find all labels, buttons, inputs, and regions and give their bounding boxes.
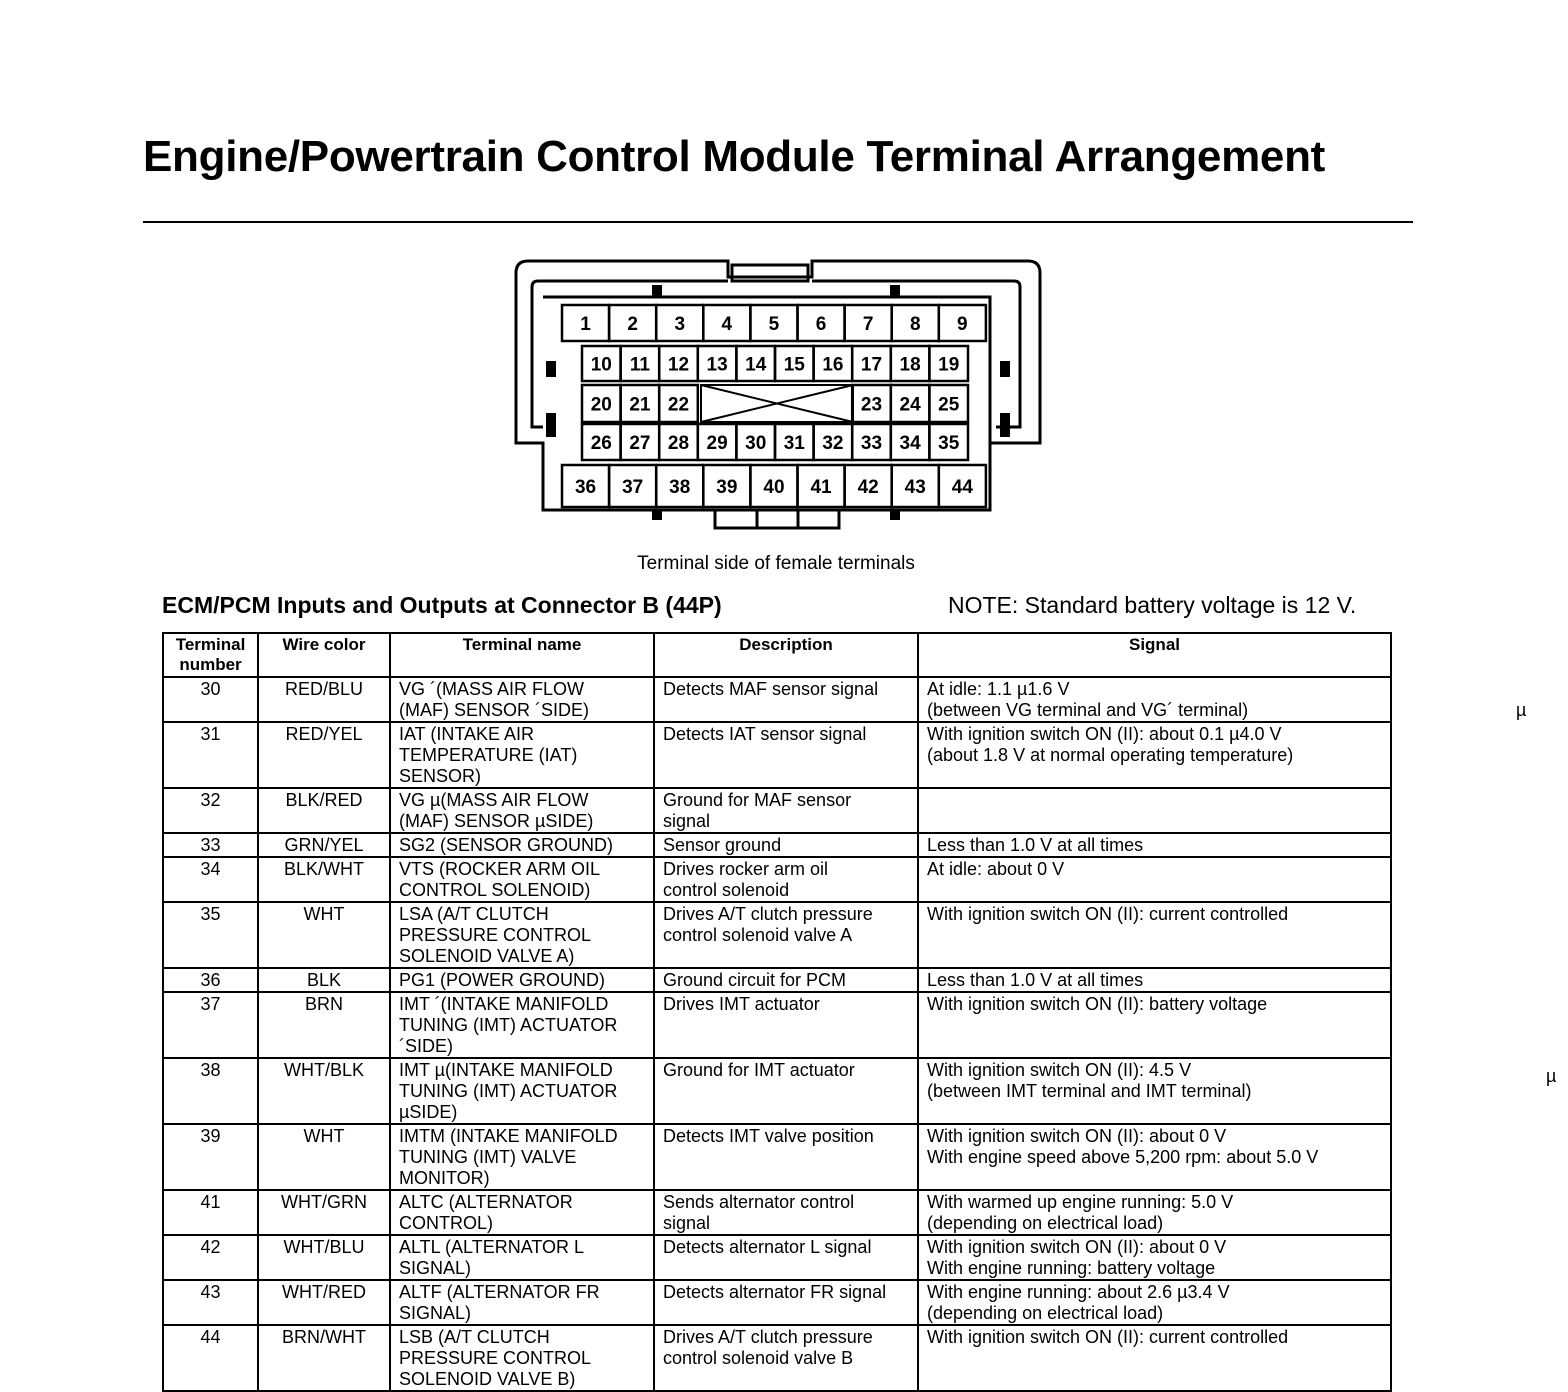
terminal-name-cell: VG ´(MASS AIR FLOW (MAF) SENSOR ´SIDE) (390, 677, 654, 722)
terminal-name-cell: IAT (INTAKE AIR TEMPERATURE (IAT) SENSOR) (390, 722, 654, 788)
header-description: Description (654, 633, 918, 677)
terminal-name-cell: IMT ´(INTAKE MANIFOLD TUNING (IMT) ACTUATOR ´SIDE) (390, 992, 654, 1058)
description-cell: Drives rocker arm oil control solenoid (654, 857, 918, 902)
signal-cell: With ignition switch ON (II): about 0 V With engine speed above 5,200 rpm: about 5.0 V (918, 1124, 1391, 1190)
description-cell: Ground for IMT actuator (654, 1058, 918, 1124)
terminal-label: 20 (590, 394, 612, 416)
terminal-label: 33 (860, 433, 883, 454)
description-cell: Ground for MAF sensor signal (654, 788, 918, 833)
terminal-number-cell: 38 (163, 1058, 258, 1124)
wire-color-cell: RED/YEL (258, 722, 390, 788)
terminal-label: 3 (674, 314, 686, 335)
terminal-name-cell: LSB (A/T CLUTCH PRESSURE CONTROL SOLENOID VALVE B) (390, 1325, 654, 1391)
signal-cell (918, 788, 1391, 833)
terminal-label: 7 (862, 314, 874, 335)
description-cell: Detects IAT sensor signal (654, 722, 918, 788)
signal-cell: At idle: about 0 V (918, 857, 1391, 902)
terminal-label: 28 (667, 433, 690, 454)
terminal-label: 6 (815, 314, 827, 335)
terminal-label: 16 (822, 354, 844, 376)
table-row (163, 992, 1391, 1058)
terminal-label: 27 (629, 433, 651, 454)
table-title: ECM/PCM Inputs and Outputs at Connector B (44P) (162, 592, 722, 618)
table-row (163, 968, 1391, 992)
signal-cell: With ignition switch ON (II): about 0.1 µ4.0 V (about 1.8 V at normal operating temperature) (918, 722, 1391, 788)
description-cell: Sensor ground (654, 833, 918, 857)
description-cell: Detects alternator L signal (654, 1235, 918, 1280)
table-row (163, 722, 1391, 788)
io-table (162, 632, 1392, 1392)
stray-mark: µ (1546, 1066, 1557, 1086)
terminal-number-cell: 39 (163, 1124, 258, 1190)
terminal-label: 18 (899, 354, 921, 376)
terminal-label: 24 (899, 394, 921, 416)
terminal-label: 40 (763, 477, 785, 498)
signal-cell: With ignition switch ON (II): 4.5 V (between IMT terminal and IMT terminal) (918, 1058, 1391, 1124)
table-row (163, 1124, 1391, 1190)
terminal-label: 32 (822, 433, 844, 454)
terminal-name-cell: ALTF (ALTERNATOR FR SIGNAL) (390, 1280, 654, 1325)
connector-caption: Terminal side of female terminals (637, 553, 915, 574)
wire-color-cell: WHT/BLK (258, 1058, 390, 1124)
terminal-label: 17 (860, 354, 883, 376)
connector-diagram (510, 255, 1050, 540)
wire-color-cell: WHT/GRN (258, 1190, 390, 1235)
terminal-label: 25 (938, 394, 960, 416)
description-cell: Drives A/T clutch pressure control solenoid valve A (654, 902, 918, 968)
terminal-name-cell: SG2 (SENSOR GROUND) (390, 833, 654, 857)
description-cell: Sends alternator control signal (654, 1190, 918, 1235)
terminal-number-cell: 34 (163, 857, 258, 902)
signal-cell: With ignition switch ON (II): about 0 V With engine running: battery voltage (918, 1235, 1391, 1280)
description-cell: Detects alternator FR signal (654, 1280, 918, 1325)
terminal-label: 8 (909, 314, 921, 335)
terminal-label: 43 (904, 477, 926, 498)
signal-cell: With ignition switch ON (II): current controlled (918, 902, 1391, 968)
table-row (163, 677, 1391, 722)
wire-color-cell: WHT (258, 902, 390, 968)
header-terminal-name: Terminal name (390, 633, 654, 677)
blank-cavity (701, 385, 853, 422)
terminal-label: 41 (810, 477, 832, 498)
terminal-name-cell: VG µ(MASS AIR FLOW (MAF) SENSOR µSIDE) (390, 788, 654, 833)
terminal-number-cell: 35 (163, 902, 258, 968)
terminal-number-cell: 37 (163, 992, 258, 1058)
terminal-name-cell: ALTC (ALTERNATOR CONTROL) (390, 1190, 654, 1235)
terminal-number-cell: 44 (163, 1325, 258, 1391)
terminal-name-cell: PG1 (POWER GROUND) (390, 968, 654, 992)
signal-cell: With warmed up engine running: 5.0 V (depending on electrical load) (918, 1190, 1391, 1235)
table-row (163, 1280, 1391, 1325)
description-cell: Detects IMT valve position (654, 1124, 918, 1190)
terminal-number-cell: 33 (163, 833, 258, 857)
terminal-pins (562, 305, 986, 507)
wire-color-cell: WHT/BLU (258, 1235, 390, 1280)
terminal-label: 11 (629, 354, 650, 376)
table-row (163, 833, 1391, 857)
terminal-label: 39 (716, 477, 738, 498)
wire-color-cell: BLK (258, 968, 390, 992)
table-row (163, 1325, 1391, 1391)
terminal-name-cell: ALTL (ALTERNATOR L SIGNAL) (390, 1235, 654, 1280)
terminal-label: 2 (627, 314, 638, 335)
signal-cell: Less than 1.0 V at all times (918, 833, 1391, 857)
signal-cell: Less than 1.0 V at all times (918, 968, 1391, 992)
table-row (163, 1190, 1391, 1235)
signal-cell: With ignition switch ON (II): battery voltage (918, 992, 1391, 1058)
terminal-number-cell: 30 (163, 677, 258, 722)
wire-color-cell: WHT/RED (258, 1280, 390, 1325)
header-signal: Signal (918, 633, 1391, 677)
terminal-label: 14 (745, 354, 767, 376)
terminal-label: 23 (860, 394, 883, 416)
terminal-label: 1 (580, 314, 591, 335)
table-row (163, 1058, 1391, 1124)
signal-cell: With ignition switch ON (II): current controlled (918, 1325, 1391, 1391)
terminal-label: 22 (667, 394, 690, 416)
terminal-label: 35 (938, 433, 960, 454)
terminal-number-cell: 32 (163, 788, 258, 833)
signal-cell: With engine running: about 2.6 µ3.4 V (depending on electrical load) (918, 1280, 1391, 1325)
signal-cell: At idle: 1.1 µ1.6 V (between VG terminal and VG´ terminal) (918, 677, 1391, 722)
wire-color-cell: WHT (258, 1124, 390, 1190)
table-header-row (163, 633, 1391, 677)
terminal-label: 36 (574, 477, 597, 498)
wire-color-cell: GRN/YEL (258, 833, 390, 857)
terminal-label: 44 (951, 477, 973, 498)
wire-color-cell: BRN/WHT (258, 1325, 390, 1391)
stray-mark: µ (1516, 700, 1527, 720)
description-cell: Detects MAF sensor signal (654, 677, 918, 722)
terminal-label: 15 (783, 354, 805, 376)
terminal-name-cell: VTS (ROCKER ARM OIL CONTROL SOLENOID) (390, 857, 654, 902)
terminal-label: 29 (706, 433, 728, 454)
description-cell: Drives A/T clutch pressure control solenoid valve B (654, 1325, 918, 1391)
terminal-label: 26 (590, 433, 612, 454)
terminal-label: 21 (629, 394, 651, 416)
page-title: Engine/Powertrain Control Module Terminal Arrangement (143, 132, 1326, 181)
battery-note: NOTE: Standard battery voltage is 12 V. (948, 592, 1357, 618)
table-row (163, 902, 1391, 968)
terminal-label: 31 (783, 433, 805, 454)
terminal-label: 4 (721, 314, 733, 335)
terminal-name-cell: LSA (A/T CLUTCH PRESSURE CONTROL SOLENOID VALVE A) (390, 902, 654, 968)
terminal-label: 9 (957, 314, 968, 335)
header-terminal-number: Terminal number (163, 633, 258, 677)
terminal-label: 38 (669, 477, 691, 498)
terminal-label: 19 (938, 354, 960, 376)
table-row (163, 788, 1391, 833)
wire-color-cell: BLK/RED (258, 788, 390, 833)
terminal-number-cell: 36 (163, 968, 258, 992)
terminal-name-cell: IMTM (INTAKE MANIFOLD TUNING (IMT) VALVE MONITOR) (390, 1124, 654, 1190)
description-cell: Drives IMT actuator (654, 992, 918, 1058)
terminal-label: 37 (622, 477, 644, 498)
terminal-number-cell: 42 (163, 1235, 258, 1280)
table-row (163, 857, 1391, 902)
wire-color-cell: BLK/WHT (258, 857, 390, 902)
terminal-label: 34 (899, 433, 921, 454)
terminal-label: 42 (857, 477, 879, 498)
table-row (163, 1235, 1391, 1280)
terminal-number-cell: 43 (163, 1280, 258, 1325)
terminal-label: 5 (768, 314, 780, 335)
description-cell: Ground circuit for PCM (654, 968, 918, 992)
terminal-number-cell: 31 (163, 722, 258, 788)
terminal-label: 13 (706, 354, 728, 376)
terminal-label: 12 (667, 354, 690, 376)
terminal-number-cell: 41 (163, 1190, 258, 1235)
terminal-name-cell: IMT µ(INTAKE MANIFOLD TUNING (IMT) ACTUATOR µSIDE) (390, 1058, 654, 1124)
header-wire-color: Wire color (258, 633, 390, 677)
terminal-label: 30 (745, 433, 767, 454)
wire-color-cell: RED/BLU (258, 677, 390, 722)
wire-color-cell: BRN (258, 992, 390, 1058)
terminal-label: 10 (590, 354, 612, 376)
title-divider (143, 221, 1413, 223)
